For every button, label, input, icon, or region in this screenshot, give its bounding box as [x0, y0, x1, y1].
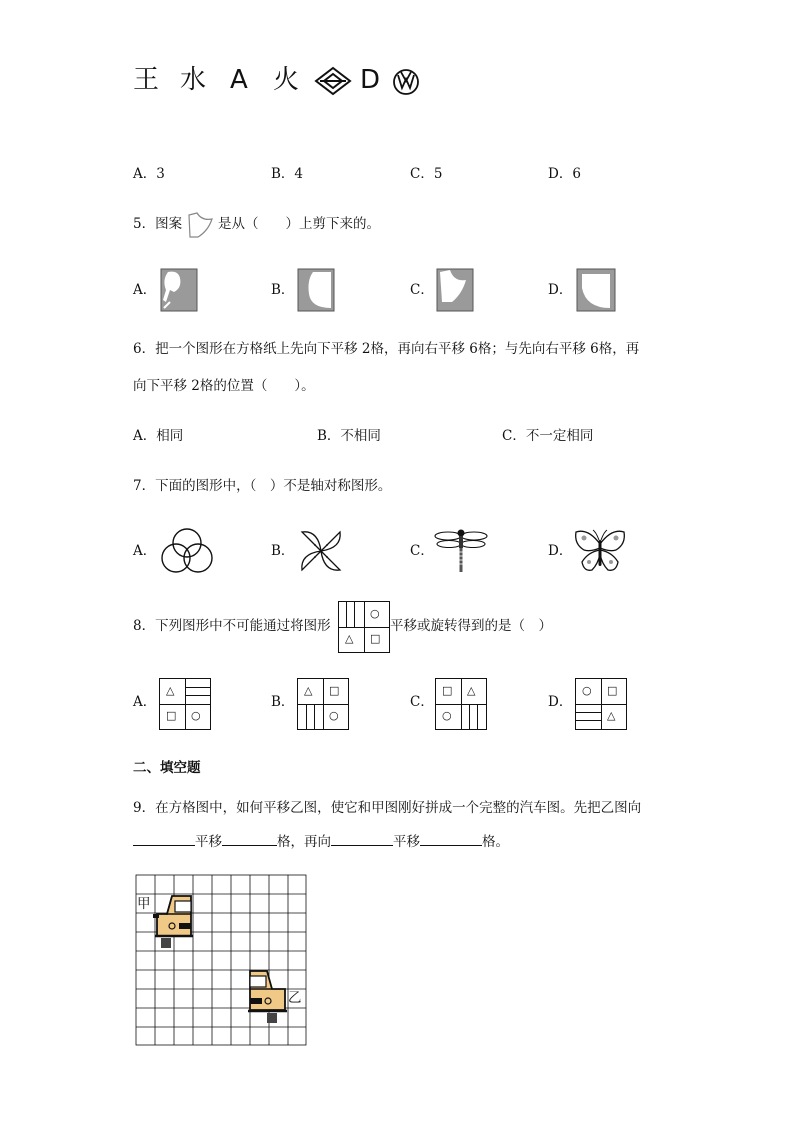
square-symbol: □: [442, 684, 453, 697]
symbol-a: A: [230, 65, 248, 95]
triangle-symbol: △: [166, 684, 175, 697]
triangle-symbol: △: [467, 684, 476, 697]
square-symbol: □: [607, 684, 618, 697]
q8-option-d[interactable]: D．: [548, 694, 573, 710]
circle-symbol: ○: [329, 709, 339, 722]
q5-paper-d: [576, 268, 616, 312]
circle-symbol: ○: [442, 709, 452, 722]
car-half-yi-icon: [248, 971, 287, 1023]
q6-option-a[interactable]: A．相同: [133, 428, 184, 444]
q5-option-b[interactable]: B．: [271, 282, 295, 298]
q7-option-a[interactable]: A．: [133, 543, 157, 559]
q4-option-c[interactable]: C．5: [410, 166, 443, 182]
q5-option-c[interactable]: C．: [410, 282, 434, 298]
q8-stem-before: 8．下列图形中不可能通过将图形: [133, 618, 331, 634]
q7-option-c[interactable]: C．: [410, 543, 434, 559]
symbol-d: D: [360, 65, 381, 95]
section-title: 二、填空题: [133, 760, 201, 776]
q4-option-d[interactable]: D．6: [548, 166, 581, 182]
q6-stem-line1: 6．把一个图形在方格纸上先向下平移 2格，再向右平移 6格；与先向右平移 6格，再: [133, 341, 640, 357]
label-jia: 甲: [137, 896, 151, 912]
q9-stem-line1: 9．在方格图中，如何平移乙图，使它和甲图刚好拼成一个完整的汽车图。先把乙图向: [133, 800, 642, 816]
q7-option-d[interactable]: D．: [548, 543, 573, 559]
q8-stem-after: 平移或旋转得到的是（ ）: [390, 618, 552, 634]
q7-option-b[interactable]: B．: [271, 543, 295, 559]
q8-figure-a: [159, 678, 211, 730]
q8-option-a[interactable]: A．: [133, 694, 157, 710]
q9-blank-count-2[interactable]: [420, 833, 482, 846]
q7-stem: 7．下面的图形中，（ ）不是轴对称图形。: [133, 478, 392, 494]
nested-diamond-icon: [314, 66, 352, 96]
q5-stem-after: 是从（ ）上剪下来的。: [218, 216, 380, 232]
q5-option-d[interactable]: D．: [548, 282, 573, 298]
vw-logo-icon: [392, 68, 420, 96]
square-symbol: □: [166, 709, 177, 722]
q4-option-a[interactable]: A．3: [133, 166, 165, 182]
triangle-symbol: △: [304, 684, 313, 697]
butterfly-icon: [572, 526, 628, 576]
q8-figure-b: [297, 678, 349, 730]
three-circles-icon: [157, 526, 217, 576]
circle-symbol: ○: [370, 607, 380, 620]
q9-car-grid: [135, 874, 307, 1046]
q9-blank-count-1[interactable]: [222, 833, 277, 846]
q5-paper-c: [436, 268, 474, 312]
triangle-symbol: △: [345, 632, 354, 645]
triangle-symbol: △: [607, 709, 616, 722]
label-yi: 乙: [288, 990, 302, 1006]
symbol-wang: 王: [133, 65, 160, 95]
q9-blank-direction-2[interactable]: [331, 833, 393, 846]
q6-stem-line2: 向下平移 2格的位置（ ）。: [133, 378, 315, 394]
symbol-shui: 水: [180, 65, 207, 95]
q4-option-b[interactable]: B．4: [271, 166, 304, 182]
square-symbol: □: [370, 632, 381, 645]
q8-figure-d: [575, 678, 627, 730]
q6-option-b[interactable]: B．不相同: [317, 428, 381, 444]
q5-paper-a: [160, 268, 198, 312]
circle-symbol: ○: [582, 684, 592, 697]
q8-option-b[interactable]: B．: [271, 694, 295, 710]
cut-pattern-icon: [186, 211, 216, 239]
pinwheel-icon: [296, 526, 346, 576]
dragonfly-icon: [434, 526, 488, 574]
q5-stem-before: 5．图案: [133, 216, 183, 232]
q9-stem-line2: 平移 格，再向 平移 格。: [133, 833, 509, 850]
q6-option-c[interactable]: C．不一定相同: [502, 428, 594, 444]
circle-symbol: ○: [191, 709, 201, 722]
q8-reference-figure: [338, 601, 390, 653]
car-half-jia-icon: [153, 896, 193, 948]
symbol-huo: 火: [273, 65, 300, 95]
q8-figure-c: [435, 678, 487, 730]
q5-paper-b: [297, 268, 335, 312]
q9-blank-direction-1[interactable]: [133, 833, 195, 846]
q8-option-c[interactable]: C．: [410, 694, 434, 710]
square-symbol: □: [329, 684, 340, 697]
q5-option-a[interactable]: A．: [133, 282, 157, 298]
